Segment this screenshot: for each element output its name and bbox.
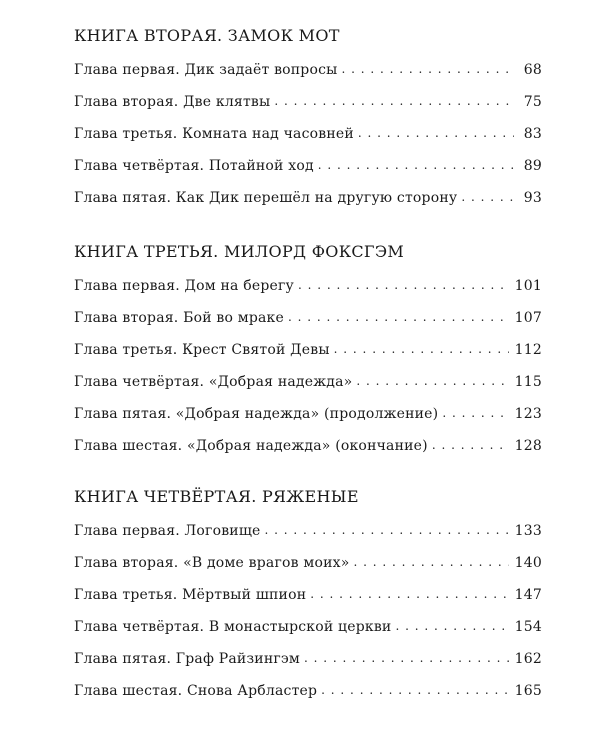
page-number: 162 — [514, 651, 542, 667]
toc-entry[interactable] — [74, 275, 542, 307]
chapter-title: Глава пятая. Граф Райзингэм — [74, 651, 301, 667]
toc-entry[interactable] — [74, 91, 542, 123]
toc-entry[interactable] — [74, 403, 542, 435]
chapter-title: Глава пятая. «Добрая надежда» (продолжение) — [74, 406, 439, 422]
page-number: 101 — [514, 278, 542, 294]
dot-leader — [265, 519, 509, 541]
dot-leader — [358, 122, 514, 144]
chapter-title: Глава четвёртая. «Добрая надежда» — [74, 374, 353, 390]
dot-leader — [334, 338, 509, 360]
dot-leader — [395, 615, 508, 637]
page-number: 68 — [523, 62, 542, 78]
page-number: 112 — [514, 342, 542, 358]
toc-entry[interactable] — [74, 680, 542, 712]
toc-entry[interactable] — [74, 59, 542, 91]
chapter-title: Глава вторая. Две клятвы — [74, 94, 271, 110]
dot-leader — [304, 647, 509, 669]
chapter-title: Глава третья. Крест Святой Девы — [74, 342, 330, 358]
dot-leader — [353, 551, 508, 573]
page-number: 165 — [514, 683, 542, 699]
page-number: 75 — [523, 94, 542, 110]
toc-entry[interactable] — [74, 616, 542, 648]
chapter-title: Глава вторая. Бой во мраке — [74, 310, 284, 326]
book-heading: КНИГА ВТОРАЯ. ЗАМОК МОТ — [74, 26, 340, 45]
toc-entry[interactable] — [74, 520, 542, 552]
page-number: 133 — [514, 523, 542, 539]
toc-entry[interactable] — [74, 155, 542, 187]
page-number: 107 — [514, 310, 542, 326]
page-number: 115 — [514, 374, 542, 390]
dot-leader — [318, 154, 514, 176]
chapter-title: Глава первая. Дом на берегу — [74, 278, 294, 294]
toc-entry[interactable] — [74, 123, 542, 155]
page-number: 128 — [514, 438, 542, 454]
toc-section-book-three — [74, 240, 542, 467]
toc-entry[interactable] — [74, 187, 542, 219]
chapter-title: Глава первая. Дик задаёт вопросы — [74, 62, 338, 78]
page-number: 147 — [514, 587, 542, 603]
chapter-title: Глава четвёртая. В монастырской церкви — [74, 619, 392, 635]
toc-entry[interactable] — [74, 339, 542, 371]
toc-entry[interactable] — [74, 435, 542, 467]
chapter-title: Глава пятая. Как Дик перешёл на другую сторону — [74, 190, 458, 206]
dot-leader — [321, 679, 509, 701]
toc-entry[interactable] — [74, 552, 542, 584]
page-number: 123 — [514, 406, 542, 422]
page-number: 93 — [523, 190, 542, 206]
dot-leader — [310, 583, 508, 605]
chapter-title: Глава вторая. «В доме врагов моих» — [74, 555, 350, 571]
chapter-title: Глава первая. Логовище — [74, 523, 261, 539]
toc-entry[interactable] — [74, 371, 542, 403]
dot-leader — [356, 370, 508, 392]
toc-entry[interactable] — [74, 648, 542, 680]
chapter-title: Глава третья. Мёртвый шпион — [74, 587, 307, 603]
dot-leader — [442, 402, 508, 424]
book-heading: КНИГА ЧЕТВЁРТАЯ. РЯЖЕНЫЕ — [74, 487, 359, 506]
dot-leader — [432, 434, 509, 456]
page-number: 140 — [514, 555, 542, 571]
page-number: 89 — [523, 158, 542, 174]
page-number: 83 — [523, 126, 542, 142]
dot-leader — [298, 274, 509, 296]
dot-leader — [274, 90, 514, 112]
dot-leader — [288, 306, 509, 328]
chapter-title: Глава шестая. «Добрая надежда» (окончание) — [74, 438, 428, 454]
toc-entry[interactable] — [74, 307, 542, 339]
chapter-title: Глава шестая. Снова Арбластер — [74, 683, 318, 699]
page-number: 154 — [514, 619, 542, 635]
dot-leader — [342, 58, 515, 80]
chapter-title: Глава третья. Комната над часовней — [74, 126, 354, 142]
chapter-title: Глава четвёртая. Потайной ход — [74, 158, 314, 174]
dot-leader — [461, 186, 514, 208]
toc-entry[interactable] — [74, 584, 542, 616]
toc-section-book-two — [74, 24, 542, 219]
toc-section-book-four — [74, 485, 542, 712]
book-heading: КНИГА ТРЕТЬЯ. МИЛОРД ФОКСГЭМ — [74, 242, 405, 261]
